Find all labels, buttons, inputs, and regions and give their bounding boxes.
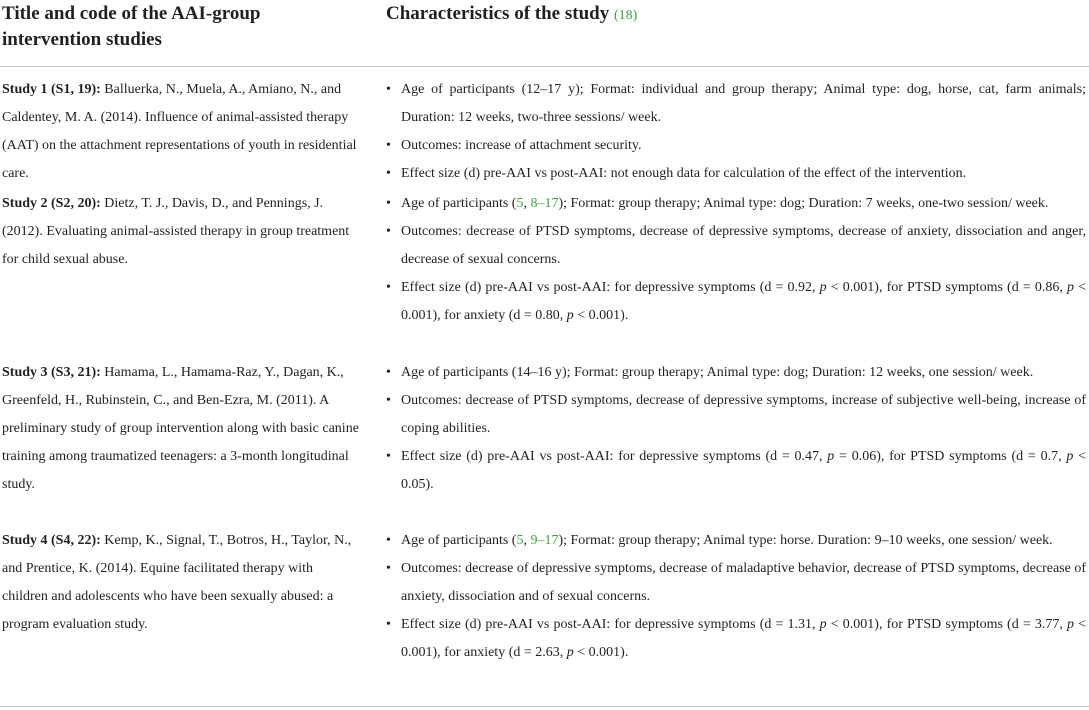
text-fragment: < 0.001). xyxy=(573,308,629,323)
text-fragment: < 0.001). xyxy=(573,645,629,660)
bullet-participants: • Age of participants (14–16 y); Format: group therapy; Animal type: dog; Duration: 12 weeks, one session/ week. xyxy=(386,359,1086,387)
text-fragment: ); Format: group therapy; Animal type: horse. Duration: 9–10 weeks, one session/ week. xyxy=(558,533,1053,548)
bullet-outcomes: • Outcomes: decrease of PTSD symptoms, decrease of depressive symptoms, increase of subjective well-being, increase of coping abilities. xyxy=(386,387,1086,443)
text-fragment: Effect size (d) pre-AAI vs post-AAI: for depressive symptoms (d = 0.47, xyxy=(401,449,828,464)
study-reference: Kemp, K., Signal, T., Botros, H., Taylor, N., and Prentice, K. (2014). Equine facilitated therapy with children and adolescents who have been sexually abused: a program evaluation study. xyxy=(2,533,352,632)
text-fragment: Effect size (d) pre-AAI vs post-AAI: for depressive symptoms (d = 0.92, xyxy=(401,280,820,295)
p-symbol: p xyxy=(827,449,835,464)
column-header-title-code: Title and code of the AAI-group intervention studies xyxy=(2,3,261,50)
text-fragment: < 0.001), for PTSD symptoms (d = 0.86, xyxy=(826,280,1067,295)
bullet-outcomes: • Outcomes: decrease of PTSD symptoms, decrease of depressive symptoms, decrease of anxiety, dissociation and anger, decrease of sexual concerns. xyxy=(386,218,1086,274)
table-header xyxy=(0,0,1089,67)
bullet-outcomes: • Outcomes: decrease of depressive symptoms, decrease of maladaptive behavior, decrease of PTSD symptoms, decrease of anxiety, dissociation and of sexual concerns. xyxy=(386,555,1086,611)
reference-link[interactable]: 5 xyxy=(516,196,524,211)
reference-link[interactable]: (18) xyxy=(613,8,638,23)
bullet-effect-size xyxy=(386,611,1086,667)
study-label: Study 4 (S4, 22): xyxy=(2,533,101,548)
study-citation xyxy=(2,359,362,499)
study-citation xyxy=(2,76,362,188)
bottom-rule xyxy=(0,706,1089,707)
p-symbol: p xyxy=(819,280,827,295)
text-fragment: Effect size (d) pre-AAI vs post-AAI: for depressive symptoms (d = 1.31, xyxy=(401,617,820,632)
bullet-effect-size xyxy=(386,443,1086,499)
reference-link[interactable]: 5 xyxy=(516,533,524,548)
study-characteristics xyxy=(386,527,1086,667)
study-citation xyxy=(2,190,362,274)
text-fragment: ); Format: group therapy; Animal type: dog; Duration: 7 weeks, one-two session/ week. xyxy=(558,196,1049,211)
study-label: Study 3 (S3, 21): xyxy=(2,365,101,380)
text-fragment: Age of participants ( xyxy=(401,196,517,211)
bullet-participants xyxy=(386,527,1086,555)
bullet-participants: • Age of participants (12–17 y); Format: individual and group therapy; Animal type: dog, horse, cat, farm animals; Duration: 12 weeks, two-three sessions/ week. xyxy=(386,76,1086,132)
study-label: Study 2 (S2, 20): xyxy=(2,196,101,211)
study-label: Study 1 (S1, 19): xyxy=(2,82,101,97)
text-fragment: , xyxy=(523,533,531,548)
reference-link[interactable]: 8–17 xyxy=(530,196,559,211)
bullet-effect-size xyxy=(386,274,1086,330)
p-symbol: p xyxy=(819,617,827,632)
study-reference: Hamama, L., Hamama-Raz, Y., Dagan, K., Greenfeld, H., Rubinstein, C., and Ben-Ezra, M. (2011). A preliminary study of group intervention along with basic canine training among traumatized teenagers: a 3-month longitudinal study. xyxy=(2,365,359,492)
study-citation xyxy=(2,527,362,639)
text-fragment: < 0.001), for anxiety (d = 2.63, xyxy=(401,617,1086,660)
text-fragment: , xyxy=(523,196,531,211)
text-fragment: = 0.06), for PTSD symptoms (d = 0.7, xyxy=(834,449,1067,464)
bullet-outcomes: • Outcomes: increase of attachment security. xyxy=(386,132,1086,160)
text-fragment: < 0.001), for PTSD symptoms (d = 3.77, xyxy=(826,617,1067,632)
study-reference: Balluerka, N., Muela, A., Amiano, N., and Caldentey, M. A. (2014). Influence of animal-assisted therapy (AAT) on the attachment representations of youth in residential care. xyxy=(2,82,357,181)
text-fragment: Age of participants ( xyxy=(401,533,517,548)
column-header-characteristics xyxy=(386,1,1086,29)
characteristics-title: Characteristics of the study xyxy=(386,3,610,24)
study-characteristics xyxy=(386,76,1086,188)
reference-link[interactable]: 9–17 xyxy=(530,533,559,548)
bullet-effect-size: • Effect size (d) pre-AAI vs post-AAI: not enough data for calculation of the effect of the intervention. xyxy=(386,160,1086,188)
p-symbol: p xyxy=(1066,280,1074,295)
study-reference: Dietz, T. J., Davis, D., and Pennings, J. (2012). Evaluating animal-assisted therapy in group treatment for child sexual abuse. xyxy=(2,196,350,267)
text-fragment: < 0.05). xyxy=(401,449,1086,492)
study-characteristics xyxy=(386,190,1086,330)
study-characteristics xyxy=(386,359,1086,499)
text-fragment: < 0.001), for anxiety (d = 0.80, xyxy=(401,280,1086,323)
p-symbol: p xyxy=(566,308,574,323)
p-symbol: p xyxy=(1066,617,1074,632)
p-symbol: p xyxy=(1066,449,1074,464)
bullet-participants xyxy=(386,190,1086,218)
p-symbol: p xyxy=(566,645,574,660)
